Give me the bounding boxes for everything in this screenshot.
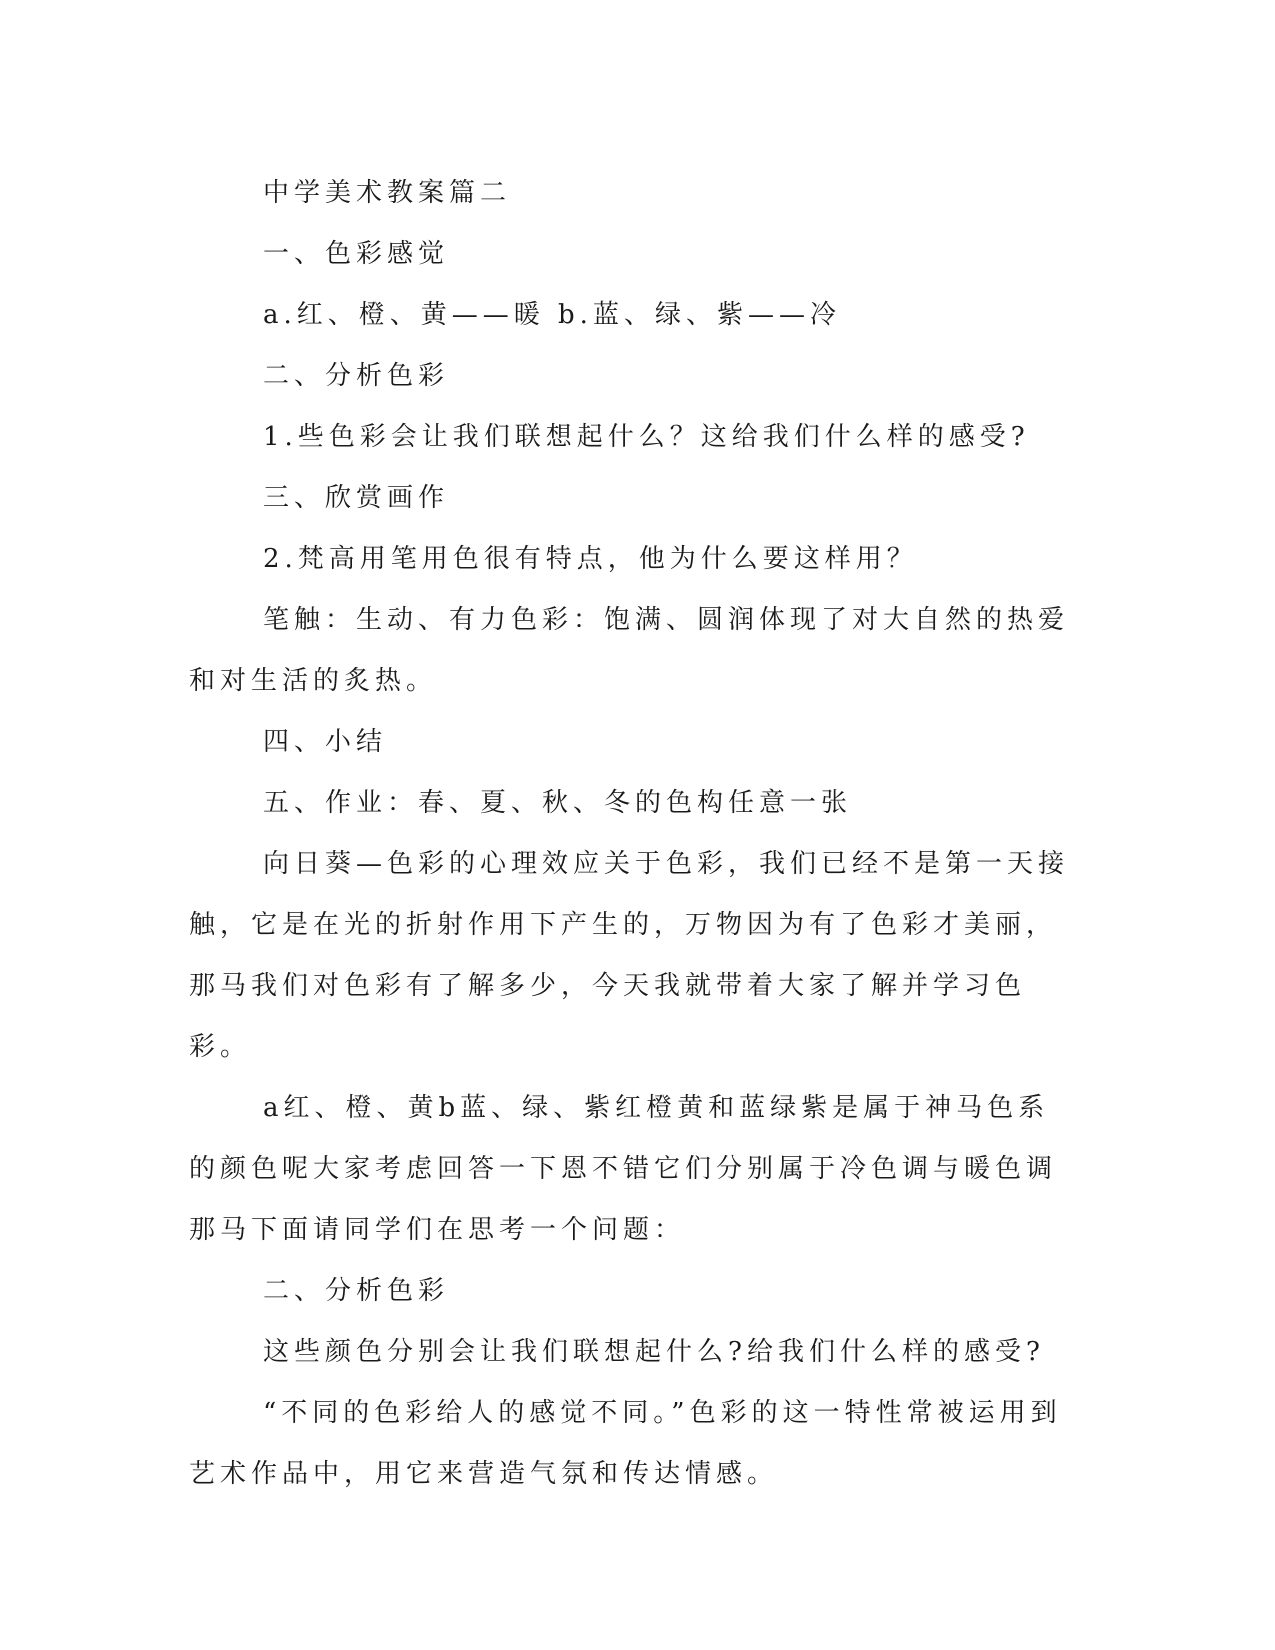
paragraph: a红、橙、黄b蓝、绿、紫红橙黄和蓝绿紫是属于神马色系的颜色呢大家考虑回答一下恩不错它们分别属于冷色调与暖色调那马下面请同学们在思考一个问题：: [189, 1093, 1058, 1245]
paragraph: “不同的色彩给人的感觉不同。”色彩的这一特性常被运用到艺术作品中，用它来营造气氛和传达情感。: [189, 1398, 1062, 1489]
paragraph: 笔触：生动、有力色彩：饱满、圆润体现了对大自然的热爱和对生活的炙热。: [189, 605, 1070, 696]
section-heading: 二、分析色彩: [263, 361, 450, 391]
section-heading: 一、色彩感觉: [263, 239, 450, 269]
section-heading: 三、欣赏画作: [263, 483, 450, 513]
paragraph: 1.些色彩会让我们联想起什么？这给我们什么样的感受?: [263, 422, 1030, 452]
paragraph: 2.梵高用笔用色很有特点，他为什么要这样用？: [263, 544, 918, 574]
document-body: [189, 163, 1079, 1505]
paragraph: a.红、橙、黄——暖 b.蓝、绿、紫——冷: [263, 300, 841, 330]
paragraph: 向日葵—色彩的心理效应关于色彩，我们已经不是第一天接触，它是在光的折射作用下产生的，万物因为有了色彩才美丽，那马我们对色彩有了解多少，今天我就带着大家了解并学习色彩。: [189, 849, 1070, 1062]
section-heading: 四、小结: [263, 727, 388, 757]
document-title: 中学美术教案篇二: [263, 178, 512, 208]
paragraph: 这些颜色分别会让我们联想起什么?给我们什么样的感受?: [263, 1337, 1045, 1367]
section-heading: 二、分析色彩: [263, 1276, 450, 1306]
section-heading: 五、作业：春、夏、秋、冬的色构任意一张: [263, 788, 853, 818]
